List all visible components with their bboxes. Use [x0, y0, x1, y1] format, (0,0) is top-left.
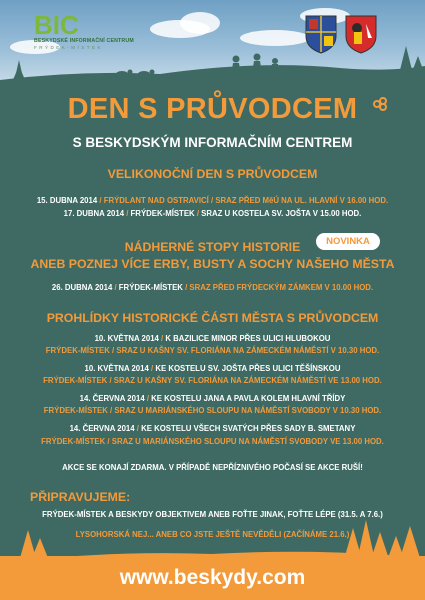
- event-line: 14. ČERVNA 2014 / KE KOSTELU JANA A PAVLA KOLEM HLAVNÍ TŘÍDY: [79, 394, 346, 403]
- event-place: FRÝDLANT NAD OSTRAVICÍ: [103, 196, 209, 205]
- event-route: KE KOSTELU SV. JOŠTA PŘES ULICI TĚŠÍNSKOU: [155, 364, 341, 373]
- event-line: 17. DUBNA 2014 / FRÝDEK-MÍSTEK / SRAZ U KOSTELA SV. JOŠTA V 15.00 HOD.: [63, 209, 362, 218]
- logo-line-1: BESKYDSKÉ INFORMAČNÍ CENTRUM: [34, 38, 134, 44]
- event-line: 10. KVĚTNA 2014 / KE KOSTELU SV. JOŠTA PŘES ULICI TĚŠÍNSKOU: [84, 364, 341, 373]
- event-meet: SRAZ U KAŠNY SV. FLORIÁNA NA ZÁMECKÉM NÁMĚSTÍ VE 13.00 HOD.: [113, 376, 382, 385]
- upcoming-title: PŘIPRAVUJEME:: [30, 490, 131, 504]
- logo-mark: BIC: [34, 10, 79, 40]
- event-line: FRÝDEK-MÍSTEK / SRAZ U KAŠNY SV. FLORIÁNA NA ZÁMECKÉM NÁMĚSTÍ V 10.30 HOD.: [45, 346, 380, 355]
- event-date: 17. DUBNA 2014: [63, 209, 125, 218]
- event-date: 15. DUBNA 2014: [36, 196, 98, 205]
- upcoming-line: LYSOHORSKÁ NEJ... ANEB CO JSTE JEŠTĚ NEVĚDĚLI (ZAČÍNÁME 21.6.): [75, 530, 350, 539]
- event-date: 10. KVĚTNA 2014: [94, 334, 159, 343]
- event-line: FRÝDEK-MÍSTEK / SRAZ U KAŠNY SV. FLORIÁNA NA ZÁMECKÉM NÁMĚSTÍ VE 13.00 HOD.: [43, 376, 382, 385]
- logo-line-2: FRÝDEK-MÍSTEK: [34, 45, 104, 50]
- frydek-mistek-crest-icon: [304, 14, 338, 54]
- event-line: FRÝDEK-MÍSTEK / SRAZ U MARIÁNSKÉHO SLOUPU NA NÁMĚSTÍ SVOBODY V 10.30 HOD.: [43, 406, 382, 415]
- event-date: 26. DUBNA 2014: [51, 283, 113, 292]
- event-meet: SRAZ PŘED FRÝDECKÝM ZÁMKEM V 10.00 HOD.: [189, 283, 374, 292]
- page-subtitle: S BESKYDSKÝM INFORMAČNÍM CENTREM: [72, 135, 353, 150]
- section-title-easter: VELIKONOČNÍ DEN S PRŮVODCEM: [107, 167, 318, 181]
- event-line: 15. DUBNA 2014 / FRÝDLANT NAD OSTRAVICÍ / SRAZ PŘED MěÚ NA UL. HLAVNÍ V 16.00 HOD.: [36, 196, 389, 205]
- novinka-badge: NOVINKA: [316, 233, 380, 250]
- upcoming-line: FRÝDEK-MÍSTEK A BESKYDY OBJEKTIVEM ANEB FOŤTE JINAK, FOŤTE LÉPE (31.5. A 7.6.): [42, 510, 383, 519]
- event-date: 14. ČERVNA 2014: [69, 424, 135, 433]
- event-meet: SRAZ U MARIÁNSKÉHO SLOUPU NA NÁMĚSTÍ SVOBODY V 10.30 HOD.: [114, 406, 382, 415]
- event-line: 26. DUBNA 2014 / FRÝDEK-MÍSTEK / SRAZ PŘED FRÝDECKÝM ZÁMKEM V 10.00 HOD.: [51, 283, 374, 292]
- event-place: FRÝDEK-MÍSTEK: [43, 376, 108, 385]
- forest-silhouette-illustration: [0, 500, 425, 570]
- section-title-tours: PROHLÍDKY HISTORICKÉ ČÁSTI MĚSTA S PRŮVODCEM: [46, 311, 379, 325]
- page-title: DEN S PRŮVODCEM: [67, 93, 358, 125]
- event-place: FRÝDEK-MÍSTEK: [118, 283, 183, 292]
- event-route: KE KOSTELU VŠECH SVATÝCH PŘES SADY B. SMETANY: [141, 424, 356, 433]
- section-title-history: NÁDHERNÉ STOPY HISTORIE: [124, 240, 301, 254]
- event-line: FRÝDEK-MÍSTEK / SRAZ U MARIÁNSKÉHO SLOUPU NA NÁMĚSTÍ SVOBODY VE 13.00 HOD.: [41, 437, 384, 446]
- event-place: FRÝDEK-MÍSTEK: [41, 437, 106, 446]
- event-meet: SRAZ U KAŠNY SV. FLORIÁNA NA ZÁMECKÉM NÁMĚSTÍ V 10.30 HOD.: [116, 346, 380, 355]
- flourish-icon: [372, 96, 388, 112]
- event-meet: SRAZ U KOSTELA SV. JOŠTA V 15.00 HOD.: [201, 209, 362, 218]
- bic-logo: [34, 12, 134, 52]
- free-admission-note: AKCE SE KONAJÍ ZDARMA. V PŘÍPADĚ NEPŘÍZNIVÉHO POČASÍ SE AKCE RUŠÍ!: [62, 463, 363, 472]
- event-date: 10. KVĚTNA 2014: [84, 364, 149, 373]
- event-place: FRÝDEK-MÍSTEK: [130, 209, 195, 218]
- event-line: 14. ČERVNA 2014 / KE KOSTELU VŠECH SVATÝCH PŘES SADY B. SMETANY: [69, 424, 356, 433]
- event-date: 14. ČERVNA 2014: [79, 394, 145, 403]
- event-place: FRÝDEK-MÍSTEK: [43, 406, 108, 415]
- event-route: K BAZILICE MINOR PŘES ULICI HLUBOKOU: [165, 334, 331, 343]
- event-meet: SRAZ PŘED MěÚ NA UL. HLAVNÍ V 16.00 HOD.: [215, 196, 389, 205]
- event-route: KE KOSTELU JANA A PAVLA KOLEM HLAVNÍ TŘÍDY: [151, 394, 346, 403]
- event-line: 10. KVĚTNA 2014 / K BAZILICE MINOR PŘES ULICI HLUBOKOU: [94, 334, 331, 343]
- event-place: FRÝDEK-MÍSTEK: [45, 346, 110, 355]
- website-url[interactable]: www.beskydy.com: [119, 566, 306, 589]
- event-meet: SRAZ U MARIÁNSKÉHO SLOUPU NA NÁMĚSTÍ SVOBODY VE 13.00 HOD.: [111, 437, 384, 446]
- section-subtitle-history: ANEB POZNEJ VÍCE ERBY, BUSTY A SOCHY NAŠEHO MĚSTA: [30, 257, 395, 271]
- frydlant-crest-icon: [344, 14, 378, 54]
